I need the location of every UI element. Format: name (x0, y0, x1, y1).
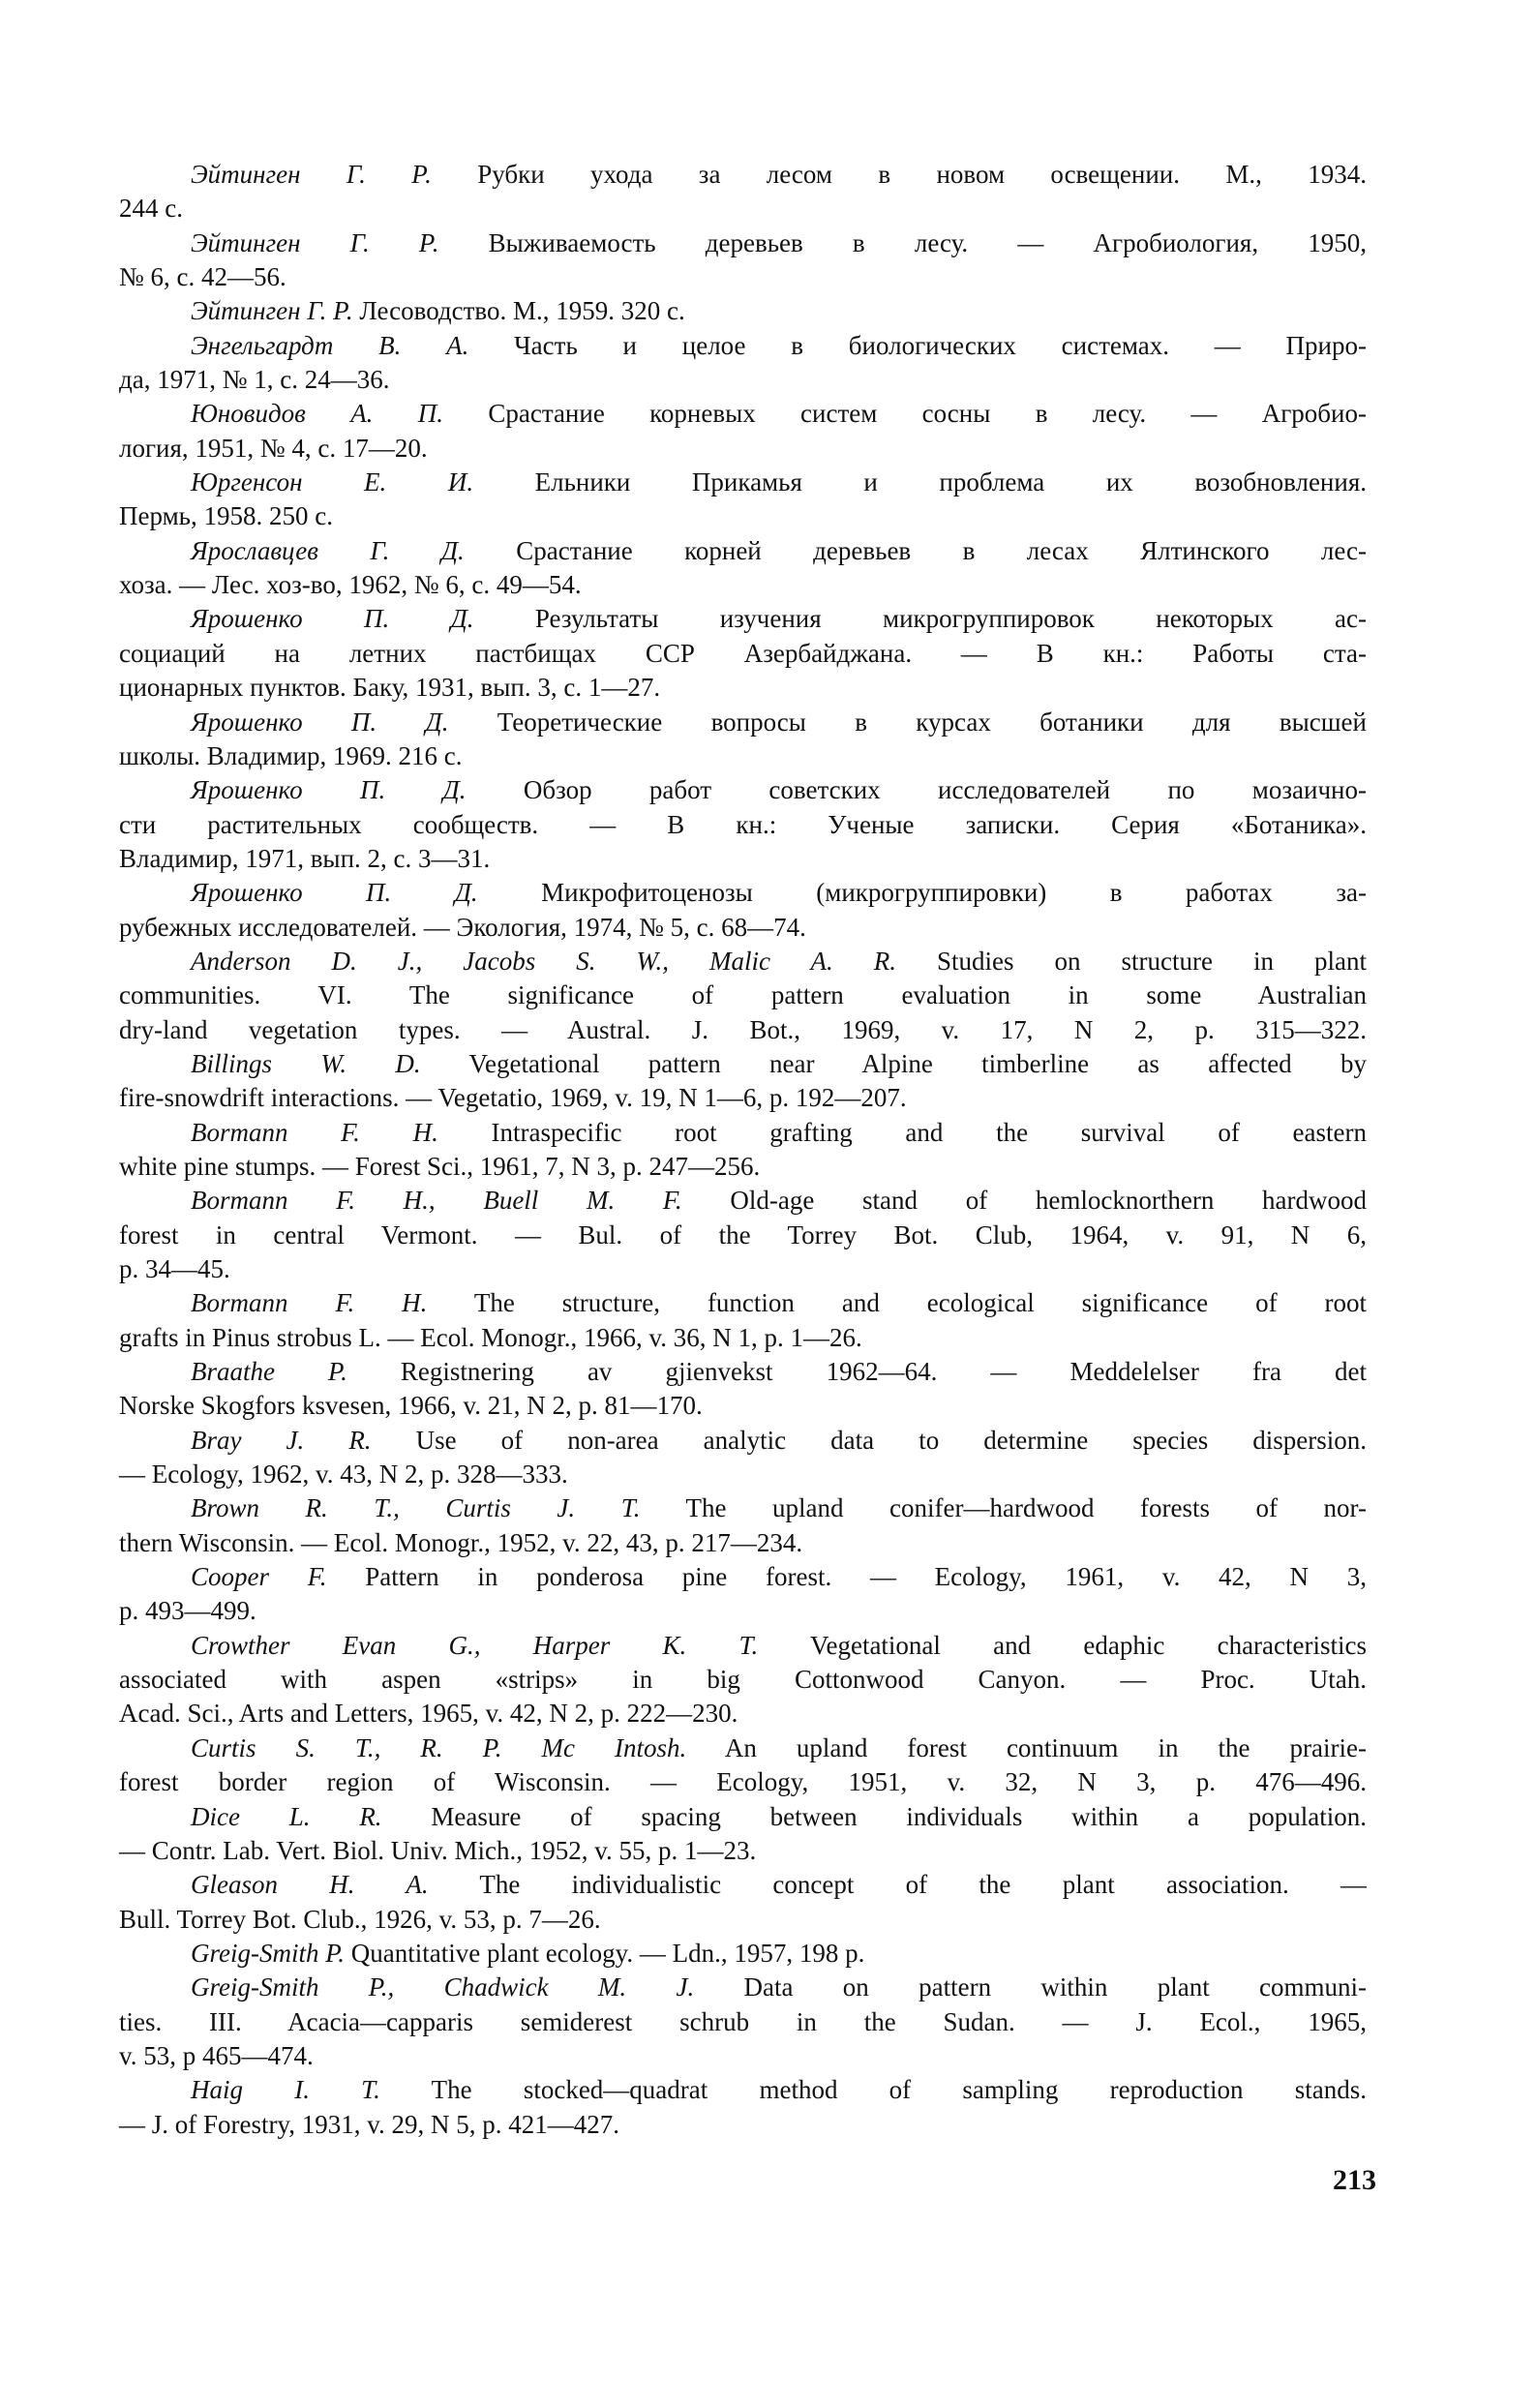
reference-authors: Braathe P. (191, 1357, 347, 1387)
reference-entry (119, 1355, 1367, 1424)
reference-text: dry-land vegetation types. — Austral. J. Bot., 1969, v. 17, N 2, p. 315—322. (119, 1014, 1367, 1044)
reference-text: Data on pattern within plant communi- (694, 1972, 1367, 2002)
reference-first-line (119, 602, 1367, 636)
reference-text: Acad. Sci., Arts and Letters, 1965, v. 42, N 2, p. 222—230. (119, 1699, 738, 1729)
reference-text: The upland conifer—hardwood forests of nor- (640, 1493, 1367, 1523)
reference-authors: Gleason H. A. (191, 1870, 429, 1900)
reference-first-line (119, 1355, 1367, 1389)
reference-first-line (119, 1800, 1367, 1834)
reference-text: да, 1971, № 1, с. 24—36. (119, 365, 390, 395)
reference-entry (119, 773, 1367, 876)
reference-continuation-line (119, 568, 1367, 602)
reference-entry (119, 397, 1367, 466)
reference-entry (119, 876, 1367, 945)
reference-authors: Bormann F. H. (191, 1288, 428, 1318)
reference-text: The individualistic concept of the plant association. — (428, 1870, 1367, 1900)
reference-text: Лесоводство. М., 1959. 320 с. (352, 296, 685, 326)
reference-text: — J. of Forestry, 1931, v. 29, N 5, p. 421—427. (119, 2109, 619, 2139)
reference-text: 244 с. (119, 194, 183, 224)
reference-continuation-line (119, 192, 1367, 226)
reference-continuation-line (119, 1458, 1367, 1491)
reference-text: p. 493—499. (119, 1596, 256, 1626)
reference-first-line (119, 1184, 1367, 1218)
reference-text: thern Wisconsin. — Ecol. Monogr., 1952, v. 22, 43, p. 217—234. (119, 1527, 803, 1557)
reference-authors: Billings W. D. (191, 1048, 421, 1078)
reference-text: Выживаемость деревьев в лесу. — Агробиология, 1950, (438, 227, 1367, 257)
reference-continuation-line (119, 1150, 1367, 1184)
reference-entry (119, 1491, 1367, 1560)
reference-text: Registnering av gjienvekst 1962—64. — Meddelelser fra det (346, 1357, 1367, 1387)
reference-entry (119, 1629, 1367, 1731)
reference-text: Studies on structure in plant (896, 946, 1367, 976)
reference-text: школы. Владимир, 1969. 216 с. (119, 740, 463, 770)
reference-entry (119, 1116, 1367, 1185)
reference-continuation-line (119, 1663, 1367, 1697)
reference-first-line (119, 706, 1367, 739)
reference-text: социаций на летних пастбищах ССР Азербайджана. — В кн.: Работы ста- (119, 638, 1367, 668)
reference-authors: Энгельгардт В. А. (191, 330, 469, 360)
reference-text: fire-snowdrift interactions. — Vegetatio, 1969, v. 19, N 1—6, p. 192—207. (119, 1083, 907, 1113)
reference-authors: Эйтинген Г. Р. (191, 227, 439, 257)
reference-continuation-line (119, 1321, 1367, 1355)
reference-text: Теоретические вопросы в курсах ботаники для высшей (448, 707, 1367, 737)
reference-text: The stocked—quadrat method of sampling reproduction stands. (379, 2075, 1367, 2105)
reference-continuation-line (119, 1252, 1367, 1286)
reference-continuation-line (119, 2039, 1367, 2073)
reference-entry (119, 466, 1367, 534)
reference-continuation-line (119, 363, 1367, 397)
reference-entry (119, 1731, 1367, 1800)
bibliography-list (119, 158, 1367, 2142)
reference-entry (119, 1937, 1367, 1971)
reference-text: — Ecology, 1962, v. 43, N 2, p. 328—333. (119, 1460, 568, 1490)
reference-text: v. 53, p 465—474. (119, 2040, 314, 2070)
reference-continuation-line (119, 1389, 1367, 1423)
reference-continuation-line (119, 1903, 1367, 1937)
reference-text: № 6, с. 42—56. (119, 262, 286, 292)
reference-authors: Ярошенко П. Д. (191, 878, 478, 908)
reference-first-line (119, 1560, 1367, 1594)
reference-text: white pine stumps. — Forest Sci., 1961, 7, N 3, p. 247—256. (119, 1151, 761, 1181)
reference-first-line (119, 466, 1367, 499)
reference-text: — Contr. Lab. Vert. Biol. Univ. Mich., 1952, v. 55, p. 1—23. (119, 1835, 757, 1865)
reference-first-line (119, 876, 1367, 910)
reference-continuation-line (119, 978, 1367, 1012)
reference-first-line (119, 1491, 1367, 1525)
reference-continuation-line (119, 739, 1367, 773)
reference-entry (119, 1424, 1367, 1492)
reference-text: Norske Skogfors ksvesen, 1966, v. 21, N 2, p. 81—170. (119, 1391, 703, 1421)
reference-entry (119, 706, 1367, 774)
reference-text: Quantitative plant ecology. — Ldn., 1957, 198 p. (345, 1938, 865, 1968)
reference-entry (119, 1971, 1367, 2073)
reference-text: Срастание корней деревьев в лесах Ялтинского лес- (464, 535, 1367, 565)
reference-authors: Ярославцев Г. Д. (191, 535, 465, 565)
reference-first-line (119, 1971, 1367, 2004)
reference-authors: Юновидов А. П. (191, 399, 444, 429)
reference-continuation-line (119, 1081, 1367, 1115)
reference-entry (119, 534, 1367, 603)
reference-text: Vegetational and edaphic characteristics (758, 1630, 1367, 1660)
reference-first-line (119, 1937, 1367, 1971)
reference-continuation-line (119, 1834, 1367, 1868)
reference-first-line (119, 226, 1367, 260)
page-number: 213 (1333, 2164, 1376, 2196)
reference-first-line (119, 1286, 1367, 1320)
reference-text: forest border region of Wisconsin. — Ecology, 1951, v. 32, N 3, p. 476—496. (119, 1767, 1367, 1797)
reference-text: ties. III. Acacia—capparis semiderest schrub in the Sudan. — J. Ecol., 1965, (119, 2006, 1367, 2036)
reference-continuation-line (119, 1697, 1367, 1731)
reference-first-line (119, 945, 1367, 978)
reference-first-line (119, 158, 1367, 192)
reference-continuation-line (119, 260, 1367, 294)
reference-authors: Cooper F. (191, 1562, 327, 1592)
reference-entry (119, 158, 1367, 226)
reference-continuation-line (119, 1219, 1367, 1252)
reference-text: Обзор работ советских исследователей по мозаично- (466, 775, 1367, 805)
reference-text: associated with aspen «strips» in big Cottonwood Canyon. — Proc. Utah. (119, 1665, 1367, 1695)
reference-text: Микрофитоценозы (микрогруппировки) в работах за- (477, 878, 1367, 908)
reference-authors: Ярошенко П. Д. (191, 707, 449, 737)
reference-first-line (119, 294, 1367, 328)
reference-authors: Юргенсон Е. И. (191, 467, 474, 497)
reference-entry (119, 294, 1367, 328)
reference-text: An upland forest continuum in the prairie- (686, 1732, 1367, 1762)
reference-first-line (119, 1047, 1367, 1081)
reference-first-line (119, 1116, 1367, 1150)
reference-entry (119, 1800, 1367, 1869)
reference-continuation-line (119, 808, 1367, 842)
reference-authors: Bray J. R. (191, 1425, 372, 1455)
reference-authors: Bormann F. H., Buell M. F. (191, 1186, 682, 1216)
reference-authors: Ярошенко П. Д. (191, 604, 474, 634)
reference-continuation-line (119, 1526, 1367, 1560)
reference-continuation-line (119, 1013, 1367, 1047)
reference-text: Срастание корневых систем сосны в лесу. — Агробио- (443, 399, 1367, 429)
reference-text: сти растительных сообществ. — В кн.: Ученые записки. Серия «Ботаника». (119, 809, 1367, 839)
reference-text: Bull. Torrey Bot. Club., 1926, v. 53, p. 7—26. (119, 1904, 601, 1934)
reference-text: ционарных пунктов. Баку, 1931, вып. 3, с. 1—27. (119, 673, 661, 703)
reference-text: Результаты изучения микрогруппировок некоторых ас- (473, 604, 1367, 634)
reference-text: grafts in Pinus strobus L. — Ecol. Monogr., 1966, v. 36, N 1, p. 1—26. (119, 1322, 862, 1352)
reference-first-line (119, 2073, 1367, 2107)
reference-authors: Greig-Smith P. (191, 1938, 345, 1968)
reference-continuation-line (119, 1765, 1367, 1799)
reference-entry (119, 329, 1367, 398)
reference-text: Часть и целое в биологических системах. — Приро- (468, 330, 1367, 360)
reference-continuation-line (119, 499, 1367, 533)
reference-entry (119, 226, 1367, 295)
reference-first-line (119, 1731, 1367, 1765)
reference-authors: Haig I. T. (191, 2075, 380, 2105)
reference-text: Рубки ухода за лесом в новом освещении. М., 1934. (431, 160, 1367, 189)
reference-text: Pattern in ponderosa pine forest. — Ecology, 1961, v. 42, N 3, (326, 1562, 1367, 1592)
reference-text: рубежных исследователей. — Экология, 1974, № 5, с. 68—74. (119, 912, 806, 942)
reference-continuation-line (119, 2005, 1367, 2039)
reference-entry (119, 945, 1367, 1047)
reference-entry (119, 1868, 1367, 1937)
reference-authors: Brown R. T., Curtis J. T. (191, 1493, 641, 1523)
reference-text: Measure of spacing between individuals within a population. (381, 1801, 1367, 1831)
reference-entry (119, 1184, 1367, 1286)
reference-first-line (119, 1424, 1367, 1458)
reference-text: Пермь, 1958. 250 с. (119, 501, 333, 531)
reference-text: логия, 1951, № 4, с. 17—20. (119, 433, 428, 463)
reference-text: хоза. — Лес. хоз-во, 1962, № 6, с. 49—54. (119, 570, 582, 600)
reference-text: p. 34—45. (119, 1254, 230, 1283)
reference-text: forest in central Vermont. — Bul. of the Torrey Bot. Club, 1964, v. 91, N 6, (119, 1219, 1367, 1249)
reference-text: Intraspecific root grafting and the survival of eastern (437, 1117, 1367, 1147)
reference-first-line (119, 329, 1367, 363)
reference-entry (119, 1560, 1367, 1629)
reference-text: Vegetational pattern near Alpine timberline as affected by (420, 1048, 1367, 1078)
reference-authors: Crowther Evan G., Harper K. T. (191, 1630, 759, 1660)
reference-authors: Anderson D. J., Jacobs S. W., Malic A. R. (191, 946, 896, 976)
reference-authors: Эйтинген Г. Р. (191, 160, 432, 189)
reference-entry (119, 602, 1367, 705)
reference-continuation-line (119, 911, 1367, 945)
reference-authors: Bormann F. H. (191, 1117, 438, 1147)
reference-text: Old-age stand of hemlocknorthern hardwood (681, 1186, 1367, 1216)
reference-first-line (119, 534, 1367, 568)
reference-entry (119, 2073, 1367, 2142)
reference-text: Ельники Прикамья и проблема их возобновления. (473, 467, 1367, 497)
reference-continuation-line (119, 432, 1367, 466)
reference-first-line (119, 1629, 1367, 1663)
reference-continuation-line (119, 671, 1367, 705)
reference-continuation-line (119, 842, 1367, 876)
reference-first-line (119, 1868, 1367, 1902)
reference-continuation-line (119, 1594, 1367, 1628)
reference-authors: Curtis S. T., R. P. Mc Intosh. (191, 1732, 687, 1762)
reference-first-line (119, 397, 1367, 431)
reference-text: Use of non-area analytic data to determine species dispersion. (371, 1425, 1367, 1455)
reference-continuation-line (119, 2108, 1367, 2142)
reference-authors: Greig-Smith P., Chadwick M. J. (191, 1972, 695, 2002)
reference-text: communities. VI. The significance of pattern evaluation in some Australian (119, 980, 1367, 1010)
reference-entry (119, 1047, 1367, 1116)
reference-authors: Ярошенко П. Д. (191, 775, 467, 805)
reference-text: Владимир, 1971, вып. 2, с. 3—31. (119, 843, 491, 873)
reference-continuation-line (119, 637, 1367, 671)
reference-text: The structure, function and ecological significance of root (427, 1288, 1367, 1318)
reference-first-line (119, 773, 1367, 807)
reference-authors: Dice L. R. (191, 1801, 382, 1831)
reference-entry (119, 1286, 1367, 1355)
reference-authors: Эйтинген Г. Р. (191, 296, 353, 326)
